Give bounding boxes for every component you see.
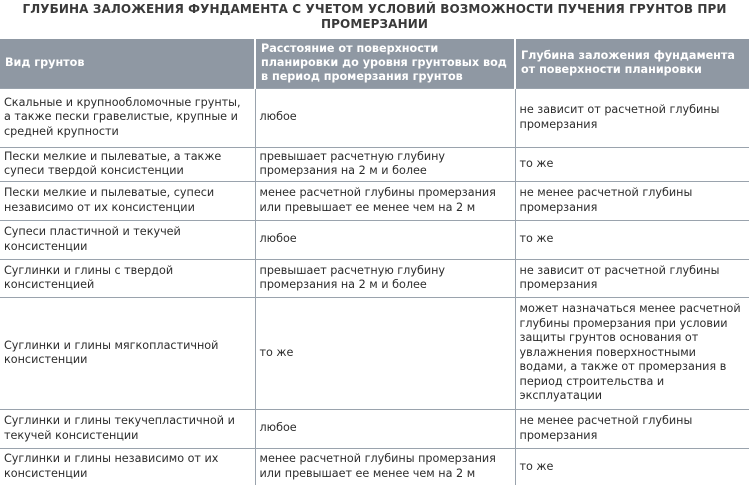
cell-soil-type: Пески мелкие и пылеватые, супеси независимо от их консистенции: [0, 181, 255, 220]
header-groundwater-distance: Расстояние от поверхности планировки до уровня грунтовых вод в период промерзания грунтов: [255, 39, 515, 88]
table-row: [0, 88, 749, 147]
cell-groundwater-distance: то же: [255, 297, 515, 409]
table-body: [0, 88, 749, 485]
table-row: [0, 259, 749, 297]
table-row: [0, 409, 749, 448]
cell-foundation-depth: может назначаться менее расчетной глубины промерзания при условии защиты грунтов основания от увлажнения поверхностными водами, а также от промерзания в период строительства и эксплуатации: [515, 297, 749, 409]
table-row: [0, 147, 749, 181]
cell-groundwater-distance: менее расчетной глубины промерзания или превышает ее менее чем на 2 м: [255, 181, 515, 220]
table-header: [0, 39, 749, 88]
cell-foundation-depth: не зависит от расчетной глубины промерзания: [515, 259, 749, 297]
cell-groundwater-distance: превышает расчетную глубину промерзания на 2 м и более: [255, 259, 515, 297]
page-title-line-2: ПРОМЕРЗАНИИ: [320, 17, 428, 31]
cell-groundwater-distance: любое: [255, 220, 515, 259]
cell-soil-type: Суглинки и глины с твердой консистенцией: [0, 259, 255, 297]
cell-soil-type: Суглинки и глины мягкопластичной консистенции: [0, 297, 255, 409]
cell-soil-type: Суглинки и глины независимо от их консистенции: [0, 448, 255, 485]
cell-foundation-depth: не зависит от расчетной глубины промерзания: [515, 88, 749, 147]
cell-groundwater-distance: превышает расчетную глубину промерзания на 2 м и более: [255, 147, 515, 181]
header-row: [0, 39, 749, 88]
soil-depth-table: [0, 39, 749, 485]
table-row: [0, 220, 749, 259]
cell-foundation-depth: не менее расчетной глубины промерзания: [515, 181, 749, 220]
cell-soil-type: Супеси пластичной и текучей консистенции: [0, 220, 255, 259]
cell-foundation-depth: то же: [515, 147, 749, 181]
header-soil-type: Вид грунтов: [0, 39, 255, 88]
page-title: [0, 2, 749, 32]
cell-foundation-depth: не менее расчетной глубины промерзания: [515, 409, 749, 448]
cell-groundwater-distance: любое: [255, 409, 515, 448]
cell-groundwater-distance: любое: [255, 88, 515, 147]
cell-foundation-depth: то же: [515, 448, 749, 485]
table-row: [0, 448, 749, 485]
page-title-line-1: ГЛУБИНА ЗАЛОЖЕНИЯ ФУНДАМЕНТА С УЧЕТОМ УСЛОВИЙ ВОЗМОЖНОСТИ ПУЧЕНИЯ ГРУНТОВ ПРИ: [22, 2, 727, 16]
table-row: [0, 181, 749, 220]
cell-soil-type: Скальные и крупнообломочные грунты, а также пески гравелистые, крупные и средней крупности: [0, 88, 255, 147]
cell-foundation-depth: то же: [515, 220, 749, 259]
cell-soil-type: Суглинки и глины текучепластичной и текучей консистенции: [0, 409, 255, 448]
cell-groundwater-distance: менее расчетной глубины промерзания или превышает ее менее чем на 2 м: [255, 448, 515, 485]
table-row: [0, 297, 749, 409]
cell-soil-type: Пески мелкие и пылеватые, а также супеси твердой консистенции: [0, 147, 255, 181]
header-foundation-depth: Глубина заложения фундамента от поверхности планировки: [515, 39, 749, 88]
